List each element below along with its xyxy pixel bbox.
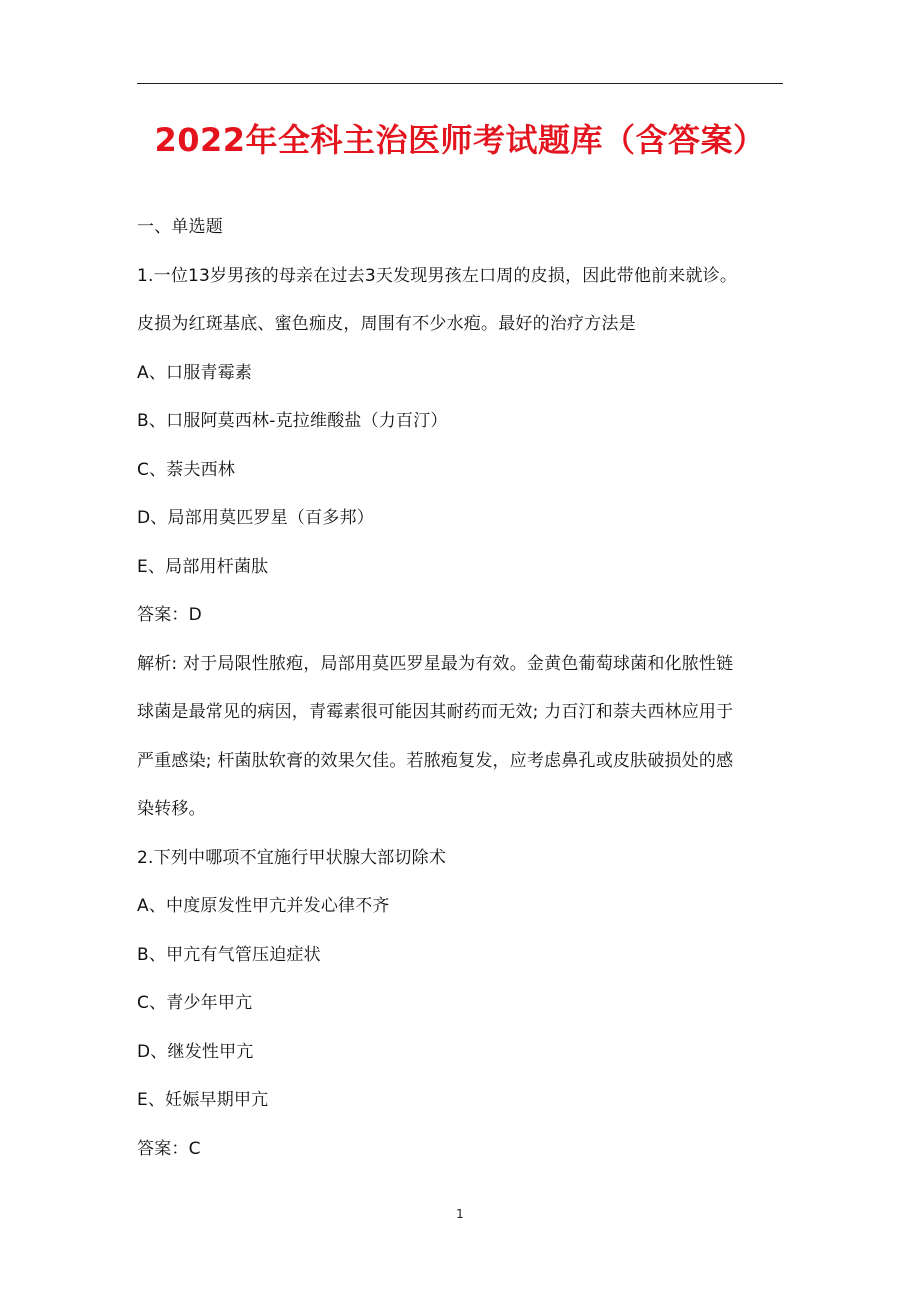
question-2-option-a: A、中度原发性甲亢并发心律不齐	[137, 896, 390, 916]
document-title: 2022年全科主治医师考试题库（含答案）	[154, 121, 766, 159]
question-1-option-b: B、口服阿莫西林-克拉维酸盐（力百汀）	[137, 411, 448, 431]
page-number: 1	[456, 1207, 464, 1221]
question-2-text: 2.下列中哪项不宜施行甲状腺大部切除术	[137, 847, 447, 868]
section-heading: 一、单选题	[137, 217, 223, 237]
question-1-explanation-line-3: 严重感染; 杆菌肽软膏的效果欠佳。若脓疱复发，应考虑鼻孔或皮肤破损处的感	[137, 750, 734, 771]
question-1-text-line-2: 皮损为红斑基底、蜜色痂皮，周围有不少水疱。最好的治疗方法是	[137, 314, 636, 334]
question-1-explanation-line-1: 解析: 对于局限性脓疱，局部用莫匹罗星最为有效。金黄色葡萄球菌和化脓性链	[137, 653, 734, 674]
question-2-option-e: E、妊娠早期甲亢	[137, 1090, 269, 1110]
question-1-option-c: C、萘夫西林	[137, 459, 236, 480]
question-1-option-e: E、局部用杆菌肽	[137, 556, 269, 577]
question-1-option-d: D、局部用莫匹罗星（百多邦）	[137, 508, 374, 528]
question-2-option-b: B、甲亢有气管压迫症状	[137, 944, 321, 965]
question-1-explanation-line-4: 染转移。	[137, 799, 206, 819]
question-2-option-c: C、青少年甲亢	[137, 993, 253, 1013]
question-1-explanation-line-2: 球菌是最常见的病因，青霉素很可能因其耐药而无效; 力百汀和萘夫西林应用于	[137, 702, 734, 722]
document-body	[137, 203, 797, 1173]
question-1-option-a: A、口服青霉素	[137, 362, 253, 383]
question-2-option-d: D、继发性甲亢	[137, 1041, 254, 1062]
header-rule	[137, 83, 783, 84]
question-2-answer: 答案：C	[137, 1138, 201, 1159]
question-1-answer: 答案：D	[137, 605, 202, 625]
question-1-text-line-1: 1.一位13岁男孩的母亲在过去3天发现男孩左口周的皮损，因此带他前来就诊。	[137, 265, 738, 286]
